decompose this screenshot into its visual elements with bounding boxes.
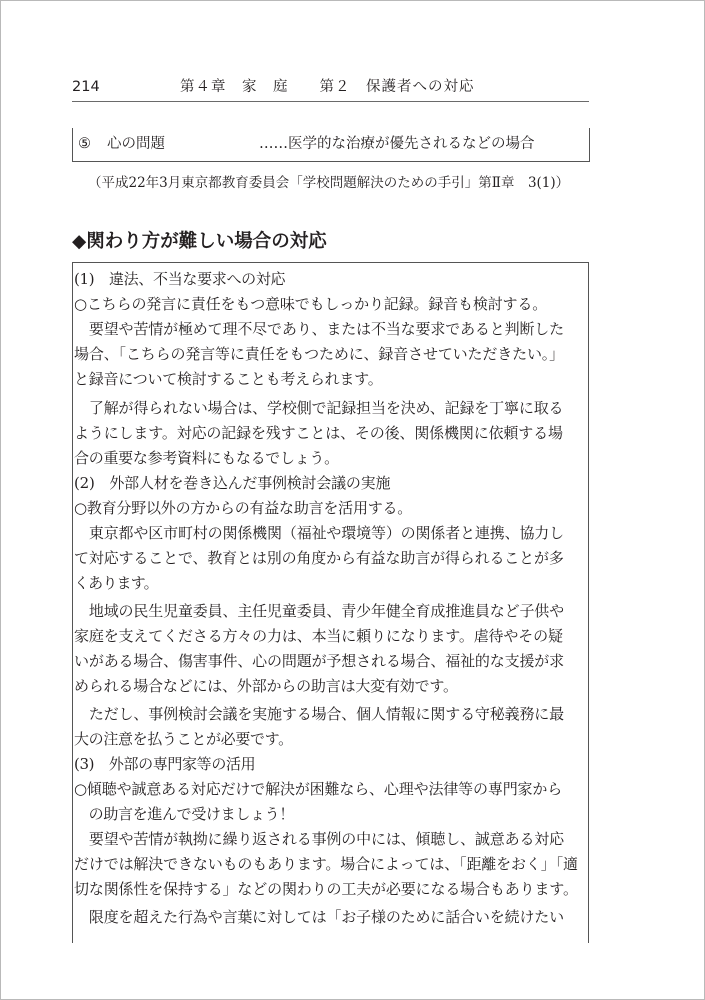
body-line: 要望や苦情が執拗に繰り返される事例の中には、傾聴し、誠意ある対応 — [74, 830, 565, 848]
header-rule — [72, 101, 589, 102]
body-line: (2) 外部人材を巻き込んだ事例検討会議の実施 — [74, 474, 391, 492]
body-line: 地域の民生児童委員、主任児童委員、青少年健全育成推進員など子供や — [74, 602, 565, 620]
body-line: ○教育分野以外の方からの有益な助言を活用する。 — [74, 499, 413, 517]
page-number: 214 — [72, 79, 100, 95]
item-description: ……医学的な治療が優先されるなどの場合 — [259, 136, 535, 152]
body-line: て対応することで、教育とは別の角度から有益な助言が得られることが多 — [74, 549, 564, 567]
section-heading: ◆関わり方が難しい場合の対応 — [72, 231, 327, 252]
body-line: ただし、事例検討会議を実施する場合、個人情報に関する守秘義務に最 — [74, 705, 565, 723]
continued-box — [72, 128, 590, 162]
chapter-title: 第４章 家 庭 第２ 保護者への対応 — [180, 79, 475, 95]
body-line: 東京都や区市町村の関係機関（福祉や環境等）の関係者と連携、協力し — [74, 524, 565, 542]
item-number: ⑤ — [78, 136, 91, 152]
body-line: められる場合などには、外部からの助言は大変有効です。 — [74, 677, 458, 695]
body-line: 了解が得られない場合は、学校側で記録担当を決め、記録を丁寧に取る — [74, 399, 564, 417]
item-label: 心の問題 — [107, 136, 165, 152]
body-line: 家庭を支えてくださる方々の力は、本当に頼りになります。虐待やその疑 — [74, 627, 563, 645]
body-line: (1) 違法、不当な要求への対応 — [74, 270, 286, 288]
body-line: いがある場合、傷害事件、心の問題が予想される場合、福祉的な支援が求 — [74, 652, 565, 670]
body-line: くあります。 — [74, 574, 158, 592]
running-header — [72, 74, 589, 100]
body-line: 切な関係性を保持する」などの関わりの工夫が必要になる場合もあります。 — [74, 880, 578, 898]
body-line: と録音について検討することも考えられます。 — [74, 370, 383, 388]
body-line: 大の注意を払うことが必要です。 — [74, 730, 293, 748]
body-line: 要望や苦情が極めて理不尽であり、または不当な要求であると判断した — [74, 320, 565, 338]
body-line: ○傾聴や誠意ある対応だけで解決が困難なら、心理や法律等の専門家から — [74, 780, 563, 798]
body-line: ようにします。対応の記録を残すことは、その後、関係機関に依頼する場 — [74, 424, 563, 442]
body-line: ○こちらの発言に責任をもつ意味でもしっかり記録。録音も検討する。 — [74, 295, 548, 313]
body-line: (3) 外部の専門家等の活用 — [74, 755, 256, 773]
body-line: 限度を超えた行為や言葉に対しては「お子様のために話合いを続けたい — [74, 908, 565, 926]
body-line: の助言を進んで受けましょう！ — [74, 805, 295, 823]
body-line: だけでは解決できないものもあります。場合によっては、「距離をおく」「適 — [74, 855, 578, 873]
body-line: 場合、「こちらの発言等に責任をもつために、録音させていただきたい。」 — [74, 345, 565, 363]
body-line: 合の重要な参考資料にもなるでしょう。 — [74, 449, 339, 467]
source-citation: （平成22年3月東京都教育委員会「学校問題解決のための手引」第Ⅱ章 3(1)） — [88, 175, 570, 191]
